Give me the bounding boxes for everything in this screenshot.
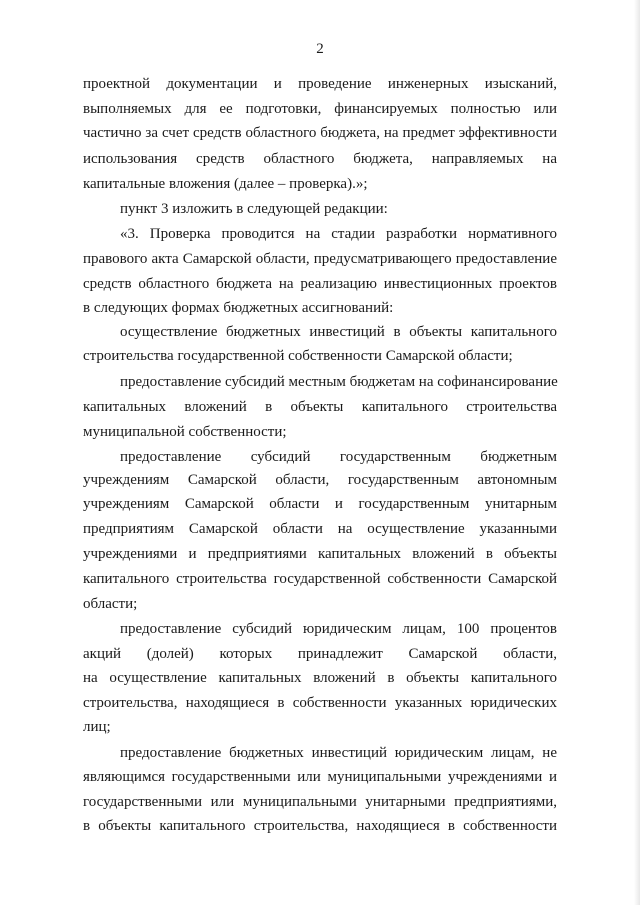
text-line: строительства государственной собственности Самарской области; [83, 348, 513, 364]
text-line: капитальных вложений в объекты капитального строительства [83, 399, 557, 415]
text-line: капитального строительства государственной собственности Самарской [83, 571, 557, 587]
text-line: частично за счет средств областного бюджета, на предмет эффективности [83, 125, 557, 141]
text-line: предоставление субсидий государственным бюджетным [120, 449, 557, 465]
text-line: муниципальной собственности; [83, 424, 287, 440]
text-line: на осуществление капитальных вложений в объекты капитального [83, 670, 557, 686]
text-line: осуществление бюджетных инвестиций в объекты капитального [120, 324, 557, 340]
text-line: предоставление бюджетных инвестиций юридическим лицам, не [120, 745, 557, 761]
text-line: акций (долей) которых принадлежит Самарской области, [83, 646, 557, 662]
text-line: проектной документации и проведение инженерных изысканий, [83, 76, 557, 92]
text-line: государственными или муниципальными унитарными предприятиями, [83, 794, 557, 810]
text-line: в объекты капитального строительства, находящиеся в собственности [83, 818, 557, 834]
text-line: лиц; [83, 719, 111, 735]
text-line: пункт 3 изложить в следующей редакции: [120, 201, 388, 217]
scan-edge-shadow [634, 0, 640, 905]
text-line: выполняемых для ее подготовки, финансируемых полностью или [83, 101, 557, 117]
text-line: «3. Проверка проводится на стадии разработки нормативного [120, 226, 557, 242]
page-number: 2 [316, 41, 324, 57]
text-line: предоставление субсидий местным бюджетам на софинансирование [120, 374, 558, 390]
text-line: учреждениям Самарской области и государственным унитарным [83, 496, 557, 512]
text-line: капитальные вложения (далее – проверка).»; [83, 176, 368, 192]
text-line: учреждениям Самарской области, государственным автономным [83, 472, 557, 488]
text-line: правового акта Самарской области, предусматривающего предоставление [83, 251, 557, 267]
text-line: являющимся государственными или муниципальными учреждениями и [83, 769, 557, 785]
text-line: учреждениями и предприятиями капитальных вложений в объекты [83, 546, 557, 562]
text-line: области; [83, 596, 138, 612]
text-line: предоставление субсидий юридическим лицам, 100 процентов [120, 621, 557, 637]
text-line: использования средств областного бюджета, направляемых на [83, 151, 557, 167]
text-line: в следующих формах бюджетных ассигнований: [83, 300, 394, 316]
text-line: предприятиям Самарской области на осуществление указанными [83, 521, 557, 537]
text-line: строительства, находящиеся в собственности указанных юридических [83, 695, 557, 711]
text-line: средств областного бюджета на реализацию инвестиционных проектов [83, 276, 557, 292]
